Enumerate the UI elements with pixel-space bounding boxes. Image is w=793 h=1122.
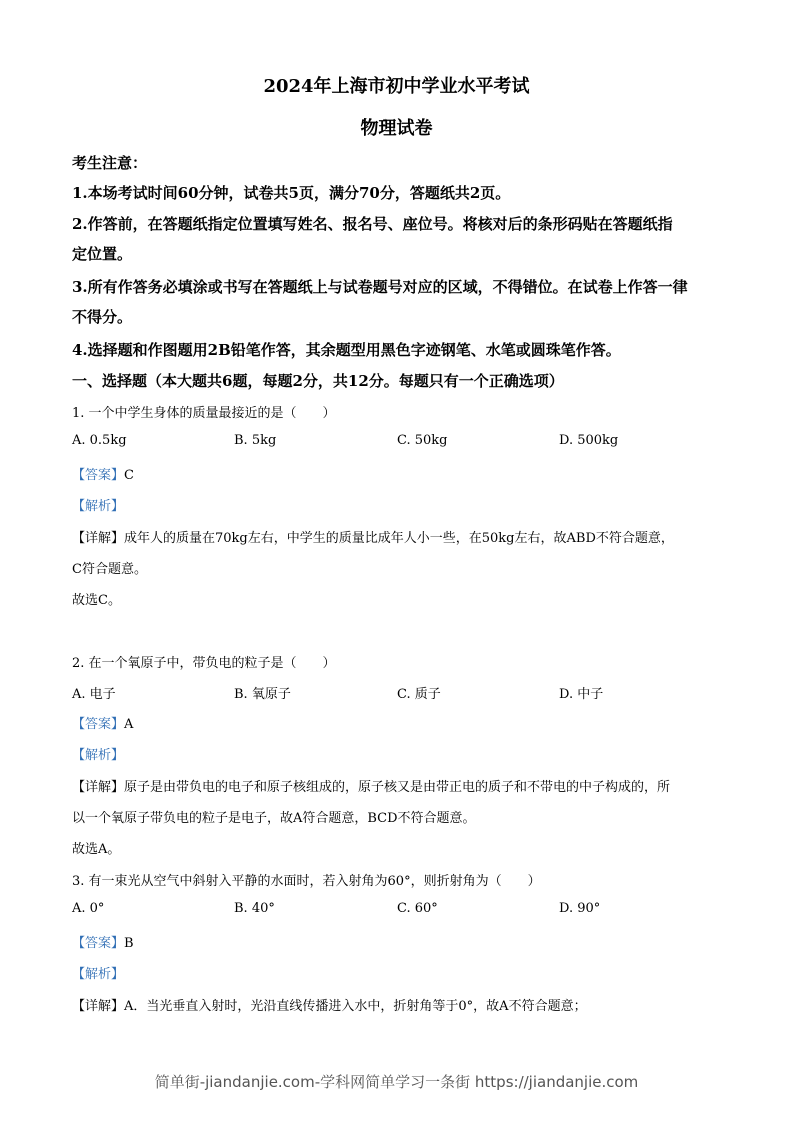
option-c: C. 质子 [397,687,441,702]
option-a: A. 0° [72,901,105,916]
notice-item: 1.本场考试时间60分钟，试卷共5页，满分70分，答题纸共2页。 [72,184,511,202]
question-stem: 1. 一个中学生身体的质量最接近的是（ ） [72,406,336,421]
analysis-label: 【解析】 [72,748,125,763]
conclusion: 故选C。 [72,593,121,608]
notice-item: 不得分。 [72,308,133,326]
notice-heading: 考生注意： [72,154,148,172]
detail-text: A．当光垂直入射时，光沿直线传播进入水中，折射角等于0°，故A不符合题意； [124,999,587,1014]
option-c: C. 50kg [397,433,448,448]
detail-text: 以一个氧原子带负电的粒子是电子，故A符合题意，BCD不符合题意。 [72,811,476,826]
conclusion: 故选A。 [72,842,121,857]
page-subtitle: 物理试卷 [360,118,433,139]
answer-label: 【答案】 [72,936,125,951]
analysis-label: 【解析】 [72,499,125,514]
detail-label: 【详解】 [72,999,125,1014]
detail-text: C符合题意。 [72,562,147,577]
answer-line [72,713,133,732]
section-heading: 一、选择题（本大题共6题，每题2分，共12分。每题只有一个正确选项） [72,372,564,390]
question-stem: 2. 在一个氧原子中，带负电的粒子是（ ） [72,656,336,671]
option-a: A. 0.5kg [72,433,127,448]
answer-line [72,932,134,951]
answer-value: B [124,936,134,951]
notice-item: 定位置。 [72,245,133,263]
detail-line [72,527,674,546]
notice-item: 4.选择题和作图题用2B铅笔作答，其余题型用黑色字迹钢笔、水笔或圆珠笔作答。 [72,341,621,359]
option-b: B. 氧原子 [234,687,291,702]
analysis-label: 【解析】 [72,967,125,982]
answer-value: C [124,468,134,483]
answer-label: 【答案】 [72,717,125,732]
notice-item: 3.所有作答务必填涂或书写在答题纸上与试卷题号对应的区域，不得错位。在试卷上作答一律 [72,278,688,296]
detail-line [72,995,587,1014]
answer-line [72,464,134,483]
detail-line [72,776,670,795]
option-d: D. 90° [559,901,601,916]
detail-text: 成年人的质量在70kg左右，中学生的质量比成年人小一些，在50kg左右，故ABD不符合题意， [124,531,674,546]
question-stem: 3. 有一束光从空气中斜射入平静的水面时，若入射角为60°，则折射角为（ ） [72,874,541,889]
footer-watermark: 简单街-jiandanjie.com-学科网简单学习一条街 https://jiandanjie.com [154,1073,639,1091]
option-c: C. 60° [397,901,438,916]
page-title: 2024年上海市初中学业水平考试 [263,76,530,97]
notice-item: 2.作答前，在答题纸指定位置填写姓名、报名号、座位号。将核对后的条形码贴在答题纸指 [72,215,673,233]
detail-text: 原子是由带负电的电子和原子核组成的，原子核又是由带正电的质子和不带电的中子构成的，所 [124,780,671,795]
answer-value: A [124,717,134,732]
option-a: A. 电子 [72,687,116,702]
detail-label: 【详解】 [72,531,125,546]
option-d: D. 500kg [559,433,619,448]
detail-label: 【详解】 [72,780,125,795]
answer-label: 【答案】 [72,468,125,483]
option-d: D. 中子 [559,687,604,702]
option-b: B. 40° [234,901,275,916]
option-b: B. 5kg [234,433,277,448]
